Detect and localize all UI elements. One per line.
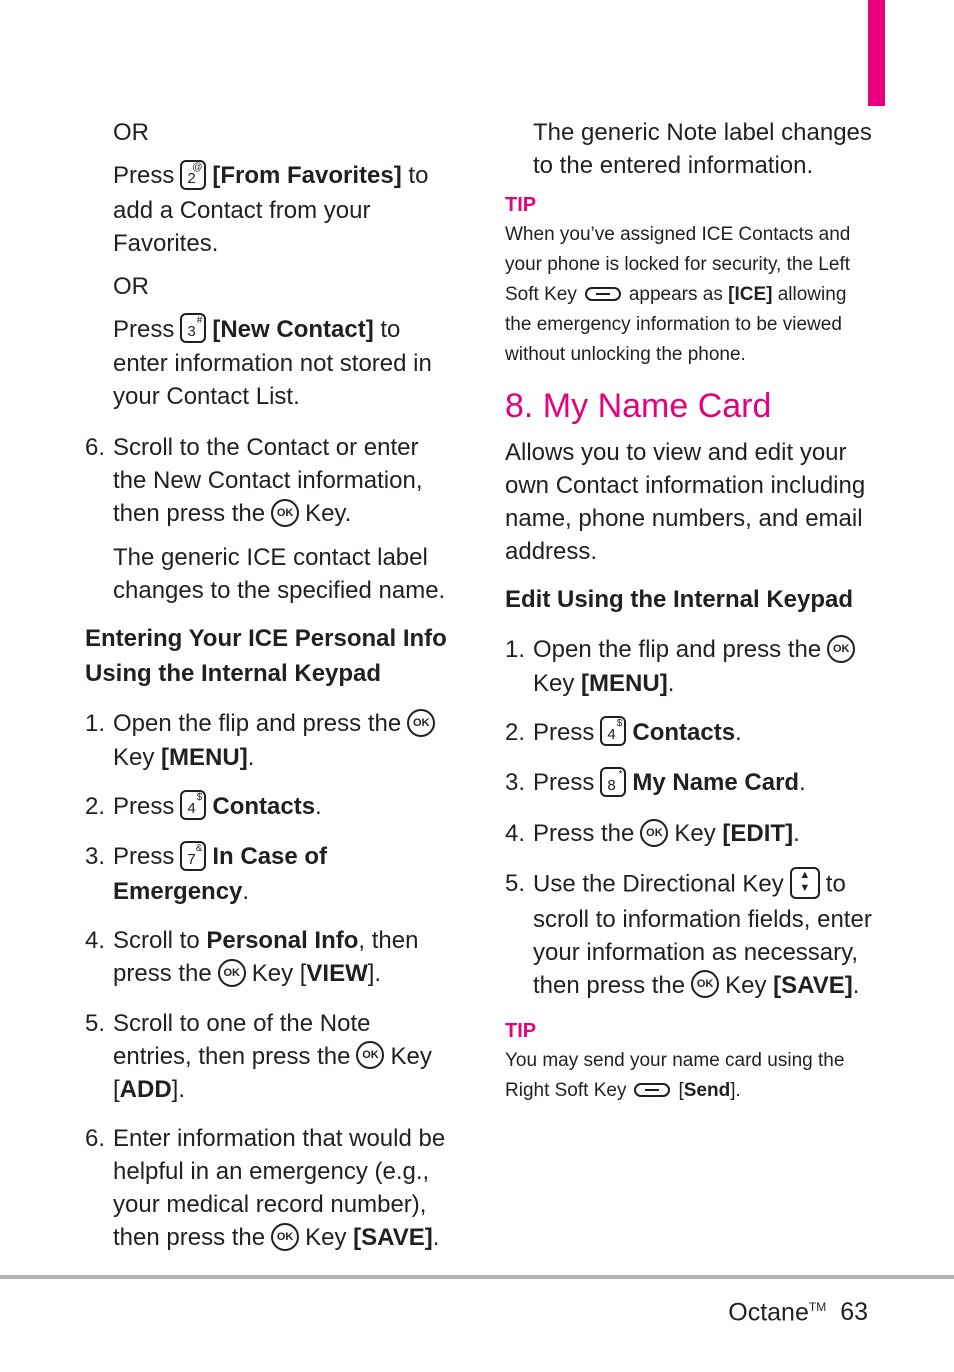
step-3: 3. Press 7 & In Case of Emergency. bbox=[85, 842, 328, 905]
note-label-note: The generic Note label changes to the entered information. bbox=[533, 119, 872, 179]
subheading-internal-keypad: Edit Using the Internal Keypad bbox=[505, 586, 854, 613]
key-8-icon: 8 * bbox=[600, 767, 626, 797]
step-2: 2. Press 4 $ Contacts. bbox=[505, 718, 742, 746]
tip-send-text: You may send your name card using the Right Soft Key [Send]. bbox=[505, 1050, 845, 1102]
step-6: 6. Enter information that would be helpful in an emergency (e.g., your medical record number), then press the OK Key [SAVE]. bbox=[85, 1125, 446, 1252]
directional-key-icon: ▲ ▼ bbox=[790, 867, 820, 899]
step-6-scroll: 6. Scroll to the Contact or enter the New Contact information, then press the OK Key. bbox=[85, 434, 423, 528]
tip-ice-text: When you’ve assigned ICE Contacts and your phone is locked for security, the Left Soft Key appears as [ICE] allowing the emergency information to be viewed without unlocking the phone. bbox=[505, 224, 851, 365]
tip-label: TIP bbox=[505, 194, 537, 216]
section-tab bbox=[868, 0, 885, 106]
key-4-icon: 4 $ bbox=[180, 790, 206, 820]
tip-label: TIP bbox=[505, 1020, 537, 1043]
page-number: 63 bbox=[840, 1298, 868, 1327]
left-soft-key-icon bbox=[585, 287, 621, 301]
brand-name: Octane bbox=[728, 1298, 809, 1327]
step-3: 3. Press 8 * My Name Card. bbox=[505, 768, 806, 797]
step-5: 5. Scroll to one of the Note entries, then press the OK Key [ADD]. bbox=[85, 1009, 432, 1104]
ok-key-icon: OK bbox=[691, 970, 719, 998]
step-4: 4. Press the OK Key [EDIT]. bbox=[505, 819, 800, 847]
ice-label-note: The generic ICE contact label changes to the specified name. bbox=[113, 543, 446, 604]
new-contact-paragraph: Press 3 # [New Contact] to enter information not stored in your Contact List. bbox=[113, 315, 432, 411]
step-1: 1. Open the flip and press the OKKey [MENU]. bbox=[85, 707, 455, 774]
intro-paragraph: Allows you to view and edit your own Contact information including name, phone numbers, and email address. bbox=[505, 439, 866, 565]
key-7-icon: 7 & bbox=[180, 841, 206, 871]
subheading-ice-personal-info: Entering Your ICE Personal Info Using the Internal Keypad bbox=[85, 624, 447, 687]
ok-key-icon: OK bbox=[271, 1223, 299, 1251]
step-2: 2. Press 4 $ Contacts. bbox=[85, 792, 322, 820]
section-heading: 8. My Name Card bbox=[505, 387, 772, 425]
ok-key-icon: OK bbox=[640, 819, 668, 847]
ok-key-icon: OK bbox=[218, 959, 246, 987]
or-text: OR bbox=[113, 272, 149, 300]
ok-key-icon: OK bbox=[271, 499, 299, 527]
right-soft-key-icon bbox=[634, 1083, 670, 1097]
key-3-icon: 3 # bbox=[180, 313, 206, 343]
step-4: 4. Scroll to Personal Info, then press the OK Key [VIEW]. bbox=[85, 926, 419, 987]
footer-rule bbox=[0, 1275, 954, 1279]
ok-key-icon: OK bbox=[407, 709, 435, 737]
trademark: TM bbox=[808, 1300, 827, 1314]
key-2-icon: 2 @ bbox=[180, 160, 206, 190]
step-1: 1. Open the flip and press the OKKey [MENU]. bbox=[505, 633, 875, 700]
or-text: OR bbox=[113, 119, 149, 146]
ok-key-icon: OK bbox=[827, 635, 855, 663]
key-4-icon: 4 $ bbox=[600, 716, 626, 746]
ok-key-icon: OK bbox=[356, 1041, 384, 1069]
from-favorites-paragraph: Press 2 @ [From Favorites] to add a Contact from your Favorites. bbox=[113, 161, 429, 257]
right-column bbox=[505, 116, 875, 1118]
page-footer bbox=[728, 1290, 868, 1329]
left-column bbox=[85, 116, 455, 1271]
step-5: 5. Use the Directional Key ▲ ▼ to scroll to information fields, enter your information as necessary, then press the OK Key [SAVE]. bbox=[505, 868, 872, 999]
